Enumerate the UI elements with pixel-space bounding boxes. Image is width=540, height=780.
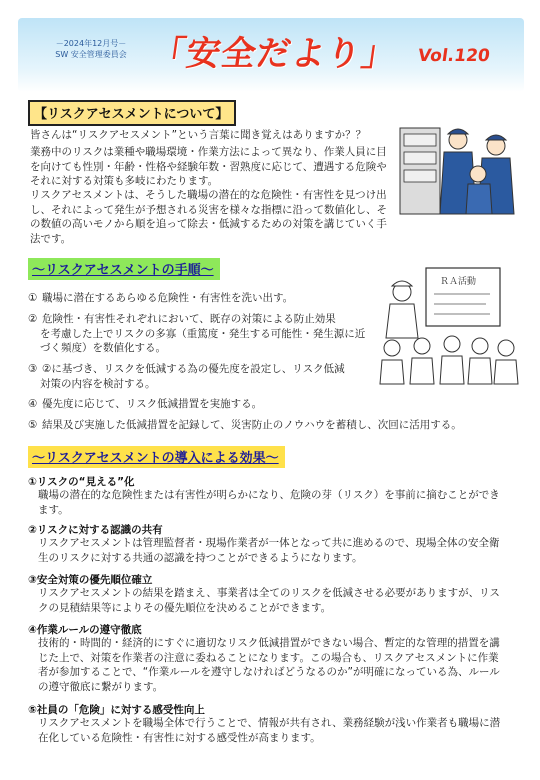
step-text-continued: 対策の内容を検討する。 [40, 377, 156, 390]
volume-number: Vol.120 [416, 46, 492, 66]
ra-meeting-illustration [378, 264, 520, 386]
intro-question: 皆さんは“リスクアセスメント”という言葉に聞き覚えはありますか？？ [30, 129, 367, 141]
board-text: ＲＡ活動 [440, 277, 477, 287]
step-4 [28, 397, 262, 412]
issue-info [46, 38, 136, 60]
effect-5-heading: ⑤社員の「危険」に対する感受性向上 [28, 704, 205, 716]
step-1 [28, 291, 293, 306]
workers-illustration [398, 118, 520, 218]
effect-5-body: リスクアセスメントを職場全体で行うことで、情報が共有され、業務経験が浅い作業者も職場に潜在化している危険性・有害性に対する感受性が高まります。 [38, 717, 501, 744]
step-text: 危険性・有害性それぞれにおいて、既存の対策による防止効果 [42, 313, 336, 325]
step-text: ②に基づき、リスクを低減する為の優先度を設定し、リスク低減 [42, 363, 345, 375]
effect-4-heading: ④作業ルールの遵守徹底 [28, 624, 142, 636]
committee-name: SW 安全管理委員会 [55, 50, 127, 59]
section-effects-title: ～リスクアセスメントの導入による効果～ [28, 446, 285, 468]
effect-2-heading: ②リスクに対する認識の共有 [28, 524, 163, 536]
newsletter-title: 「安全だより」 [148, 34, 400, 74]
step-number: ③ [28, 363, 38, 375]
issue-date: －2024年12月号－ [55, 39, 127, 48]
effect-4-body: 技術的・時間的・経済的にすぐに適切なリスク低減措置ができない場合、暫定的な管理的措置を講じた上で、対策を作業者の注意に委ねることになります。この場合も、リスクアセスメントに作業者が参加することで、“作業ルールを遵守しなければどうなるのか”が明確になっている為、ルールの遵守徹底に繋がります。 [38, 637, 500, 693]
step-number: ④ [28, 398, 38, 410]
effect-1-body: 職場の潜在的な危険性または有害性が明らかになり、危険の芽（リスク）を事前に摘むことができます。 [38, 489, 500, 516]
step-2 [28, 312, 373, 356]
intro-paragraph-1: 業務中のリスクは業種や職場環境・作業方法によって異なり、作業人員に目を向けても性別・年齢・性格や経験年数・習熟度に応じて、遭遇する危険やそれに対する対策も多岐にわたります。 [30, 146, 387, 187]
effect-3-heading: ③安全対策の優先順位確立 [28, 574, 153, 586]
step-number: ① [28, 292, 38, 304]
step-3 [28, 362, 373, 391]
step-5 [28, 418, 528, 433]
section-about-title: 【リスクアセスメントについて】 [28, 100, 236, 126]
effect-3-body: リスクアセスメントの結果を踏まえ、事業者は全てのリスクを低減させる必要がありますが、リスクの見積結果等によりその優先順位を決めることができます。 [38, 587, 500, 614]
section-procedure-title: ～リスクアセスメントの手順～ [28, 258, 220, 280]
step-text: 職場に潜在するあらゆる危険性・有害性を洗い出す。 [42, 292, 294, 304]
step-text: 優先度に応じて、リスク低減措置を実施する。 [42, 398, 263, 410]
intro-paragraph-2: リスクアセスメントは、そうした職場の潜在的な危険性・有害性を見つけ出し、それによって発生が予想される災害を様々な指標に沿って数値化し、その数値の高いモノから順を追って除去・低減するための対策を講じていく手法です。 [30, 189, 387, 245]
step-text-continued: を考慮した上でリスクの多寡（重篤度・発生する可能性・発生源に近づく頻度）を数値化する。 [40, 327, 366, 354]
step-number: ② [28, 313, 38, 325]
step-text: 結果及び実施した低減措置を記録して、災害防止のノウハウを蓄積し、次回に活用する。 [42, 419, 462, 431]
effect-1-heading: ①リスクの“見える”化 [28, 476, 135, 488]
step-number: ⑤ [28, 419, 38, 431]
effect-2-body: リスクアセスメントは管理監督者・現場作業者が一体となって共に進めるので、現場全体の安全衛生のリスクに対する共通の認識を持つことができるようになります。 [38, 537, 500, 564]
